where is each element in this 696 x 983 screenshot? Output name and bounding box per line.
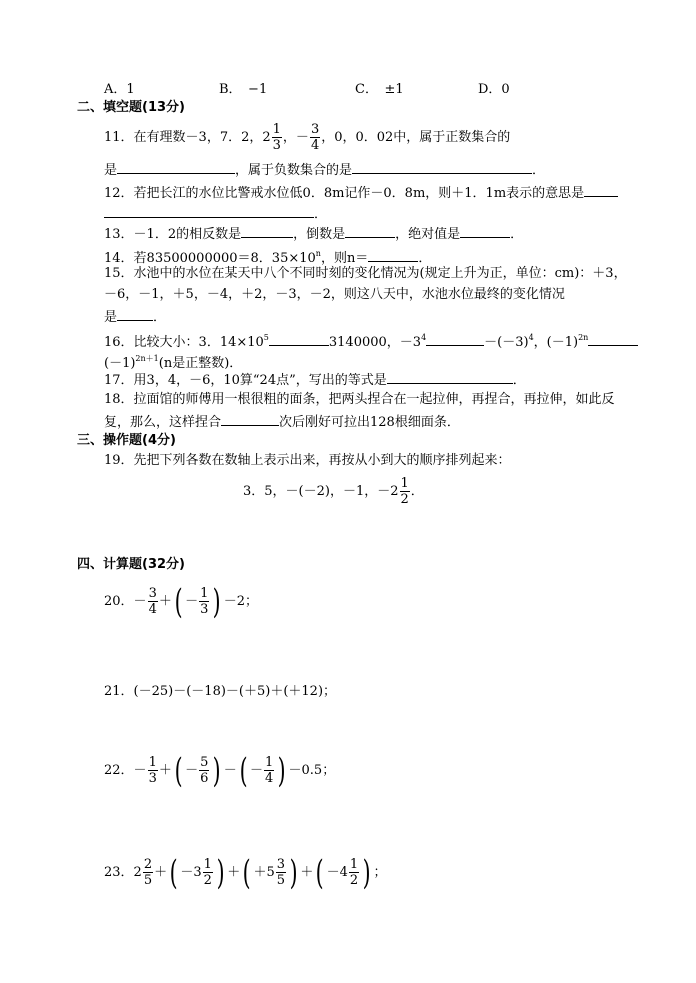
denominator: 2 xyxy=(203,873,212,888)
numerator: 3 xyxy=(276,857,286,872)
left-paren: ( xyxy=(315,852,324,893)
fraction xyxy=(148,586,158,617)
fraction xyxy=(199,586,209,617)
fraction xyxy=(143,857,153,888)
q16-text-e: (－1) xyxy=(104,356,136,371)
question-20 xyxy=(104,582,258,622)
numerator: 3 xyxy=(148,586,157,601)
numerator: 1 xyxy=(148,755,157,770)
q15-text-b: ． xyxy=(153,310,167,325)
question-21: 21．(－25)－(－18)－(＋5)＋(＋12)； xyxy=(104,684,337,699)
answer-blank[interactable] xyxy=(269,332,329,346)
question-19-numbers xyxy=(243,472,424,512)
fraction xyxy=(199,755,209,786)
minus-sign: － xyxy=(249,763,263,778)
question-11-line-2 xyxy=(104,160,545,180)
option-d: D．0 xyxy=(478,82,510,97)
answer-blank[interactable] xyxy=(117,307,153,321)
answer-blank[interactable] xyxy=(345,224,395,238)
question-11-line-1 xyxy=(104,118,510,158)
numerator: 3 xyxy=(310,122,320,137)
fraction xyxy=(203,857,213,888)
exponent: n xyxy=(315,249,321,258)
fraction xyxy=(264,755,274,786)
plus-sign: ＋ xyxy=(300,865,314,880)
question-17 xyxy=(104,370,526,390)
whole-part: 2 xyxy=(133,865,142,880)
q17-text-b: ． xyxy=(512,373,526,388)
answer-blank[interactable] xyxy=(584,183,618,197)
fraction xyxy=(148,755,158,786)
denominator: 5 xyxy=(143,873,153,888)
whole-part: －3 xyxy=(180,865,202,880)
plus-sign: ＋ xyxy=(158,594,172,609)
fraction xyxy=(310,122,320,153)
minus-sign: － xyxy=(185,594,199,609)
question-15-line-2: －6，－1，＋5，－4，＋2，－3，－2，则这八天中，水池水位最终的变化情况 xyxy=(104,287,565,302)
minus-sign: － xyxy=(133,594,147,609)
q16-text-c: －(－3) xyxy=(484,335,529,350)
whole-part: ＋5 xyxy=(253,865,275,880)
q12-text: 12．若把长江的水位比警戒水位低0．8m记作－0．8m，则＋1．1m表示的意思是 xyxy=(104,186,585,201)
q11-text-d: 是 xyxy=(104,163,118,178)
left-paren: ( xyxy=(169,852,178,893)
q12-text-end: ． xyxy=(314,207,328,222)
numerator: 1 xyxy=(349,857,359,872)
q11-text-c: ，0，0．02中，属于正数集合的 xyxy=(321,130,511,145)
answer-blank[interactable] xyxy=(368,248,418,262)
question-19-line-1: 19．先把下列各数在数轴上表示出来，再按从小到大的顺序排列起来： xyxy=(104,453,511,468)
q13-text-b: ，倒数是 xyxy=(293,227,346,242)
question-12-line-2 xyxy=(104,204,327,224)
answer-blank[interactable] xyxy=(387,370,513,384)
right-paren: ) xyxy=(289,852,298,893)
plus-sign: ＋ xyxy=(158,763,172,778)
q11-text-f: ． xyxy=(532,163,546,178)
q19-text-a: 3．5，－(－2)，－1，－2 xyxy=(243,484,399,499)
q15-text-a: 是 xyxy=(104,310,118,325)
left-paren: ( xyxy=(174,581,183,622)
q23-number: 23． xyxy=(104,865,134,880)
answer-blank[interactable] xyxy=(588,332,638,346)
q13-text-d: ． xyxy=(510,227,524,242)
answer-blank[interactable] xyxy=(460,224,510,238)
option-a: A．1 xyxy=(104,82,135,97)
denominator: 4 xyxy=(310,138,320,153)
section-heading-calculation: 四、计算题(32分) xyxy=(77,557,185,572)
answer-blank[interactable] xyxy=(104,204,314,218)
fraction xyxy=(272,122,282,153)
exponent: 4 xyxy=(421,333,427,342)
q22-tail: －0.5； xyxy=(288,763,336,778)
numerator: 1 xyxy=(203,857,212,872)
q14-text-b: ，则n＝ xyxy=(320,251,369,266)
exponent: 5 xyxy=(263,333,269,342)
denominator: 3 xyxy=(272,138,281,153)
q22-number: 22． xyxy=(104,763,134,778)
q11-text-a: 11．在有理数－3，7．2，2 xyxy=(104,130,271,145)
right-paren: ) xyxy=(213,581,222,622)
numerator: 1 xyxy=(400,476,409,491)
q20-number: 20． xyxy=(104,594,134,609)
q14-text-c: ． xyxy=(418,251,432,266)
q16-text-f: (n是正整数)． xyxy=(158,356,243,371)
q18-text-a: 复，那么，这样捏合 xyxy=(104,415,222,430)
fraction xyxy=(276,857,286,888)
denominator: 4 xyxy=(148,602,157,617)
exponent: 2n＋1 xyxy=(135,354,159,363)
minus-sign: － xyxy=(133,763,147,778)
right-paren: ) xyxy=(277,750,286,791)
plus-sign: ＋ xyxy=(227,865,241,880)
numerator: 1 xyxy=(200,586,209,601)
section-heading-operation: 三、操作题(4分) xyxy=(77,433,176,448)
denominator: 2 xyxy=(349,873,359,888)
question-15-line-3 xyxy=(104,307,166,327)
question-16-line-1 xyxy=(104,329,638,352)
question-15-line-1: 15．水池中的水位在某天中八个不同时刻的变化情况为(规定上升为正，单位：cm)：＋3， xyxy=(104,266,627,281)
minus-sign: － xyxy=(223,763,237,778)
answer-blank[interactable] xyxy=(241,224,293,238)
q13-text-c: ，绝对值是 xyxy=(395,227,461,242)
numerator: 1 xyxy=(264,755,274,770)
right-paren: ) xyxy=(216,852,225,893)
option-b: B． −1 xyxy=(219,82,268,97)
option-c: C． ±1 xyxy=(355,82,404,97)
question-22 xyxy=(104,751,335,791)
q18-text-b: 次后刚好可拉出128根细面条． xyxy=(279,415,460,430)
section-heading-fill-blank: 二、填空题(13分) xyxy=(77,100,185,115)
answer-blank[interactable] xyxy=(117,160,235,174)
fraction xyxy=(349,857,359,888)
right-paren: ) xyxy=(213,750,222,791)
answer-blank[interactable] xyxy=(352,160,532,174)
numerator: 2 xyxy=(143,857,153,872)
numerator: 5 xyxy=(200,755,209,770)
question-23 xyxy=(104,853,386,893)
question-13 xyxy=(104,224,523,244)
denominator: 5 xyxy=(276,873,286,888)
q19-text-b: ． xyxy=(410,484,424,499)
q16-text-a: 16．比较大小：3．14×10 xyxy=(104,335,264,350)
q11-text-b: ，－ xyxy=(282,130,309,145)
question-18-line-1: 18．拉面馆的师傅用一根很粗的面条，把两头捏合在一起拉伸，再捏合，再拉伸，如此反 xyxy=(104,392,615,407)
exponent: 2n xyxy=(578,333,589,342)
answer-blank[interactable] xyxy=(221,412,279,426)
denominator: 3 xyxy=(200,602,209,617)
q16-text-d: ，(－1) xyxy=(533,335,579,350)
denominator: 6 xyxy=(200,771,209,786)
denominator: 3 xyxy=(148,771,157,786)
denominator: 4 xyxy=(264,771,274,786)
q14-text-a: 14．若83500000000＝8．35×10 xyxy=(104,251,316,266)
q11-text-e: ，属于负数集合的是 xyxy=(235,163,353,178)
plus-sign: ＋ xyxy=(154,865,168,880)
q13-text-a: 13．－1．2的相反数是 xyxy=(104,227,242,242)
question-12-line-1 xyxy=(104,183,618,203)
q17-text-a: 17．用3，4，－6，10算“24点”，写出的等式是 xyxy=(104,373,387,388)
exponent: 4 xyxy=(528,333,534,342)
numerator: 1 xyxy=(272,122,281,137)
q16-text-b: 3140000，－3 xyxy=(328,335,422,350)
question-18-line-2 xyxy=(104,412,460,432)
q23-tail: ； xyxy=(373,865,387,880)
denominator: 2 xyxy=(400,492,409,507)
answer-blank[interactable] xyxy=(426,332,484,346)
left-paren: ( xyxy=(174,750,183,791)
minus-sign: － xyxy=(185,763,199,778)
left-paren: ( xyxy=(242,852,251,893)
left-paren: ( xyxy=(239,750,248,791)
right-paren: ) xyxy=(362,852,371,893)
fraction xyxy=(400,476,410,507)
whole-part: －4 xyxy=(326,865,348,880)
q20-tail: －2； xyxy=(223,594,258,609)
